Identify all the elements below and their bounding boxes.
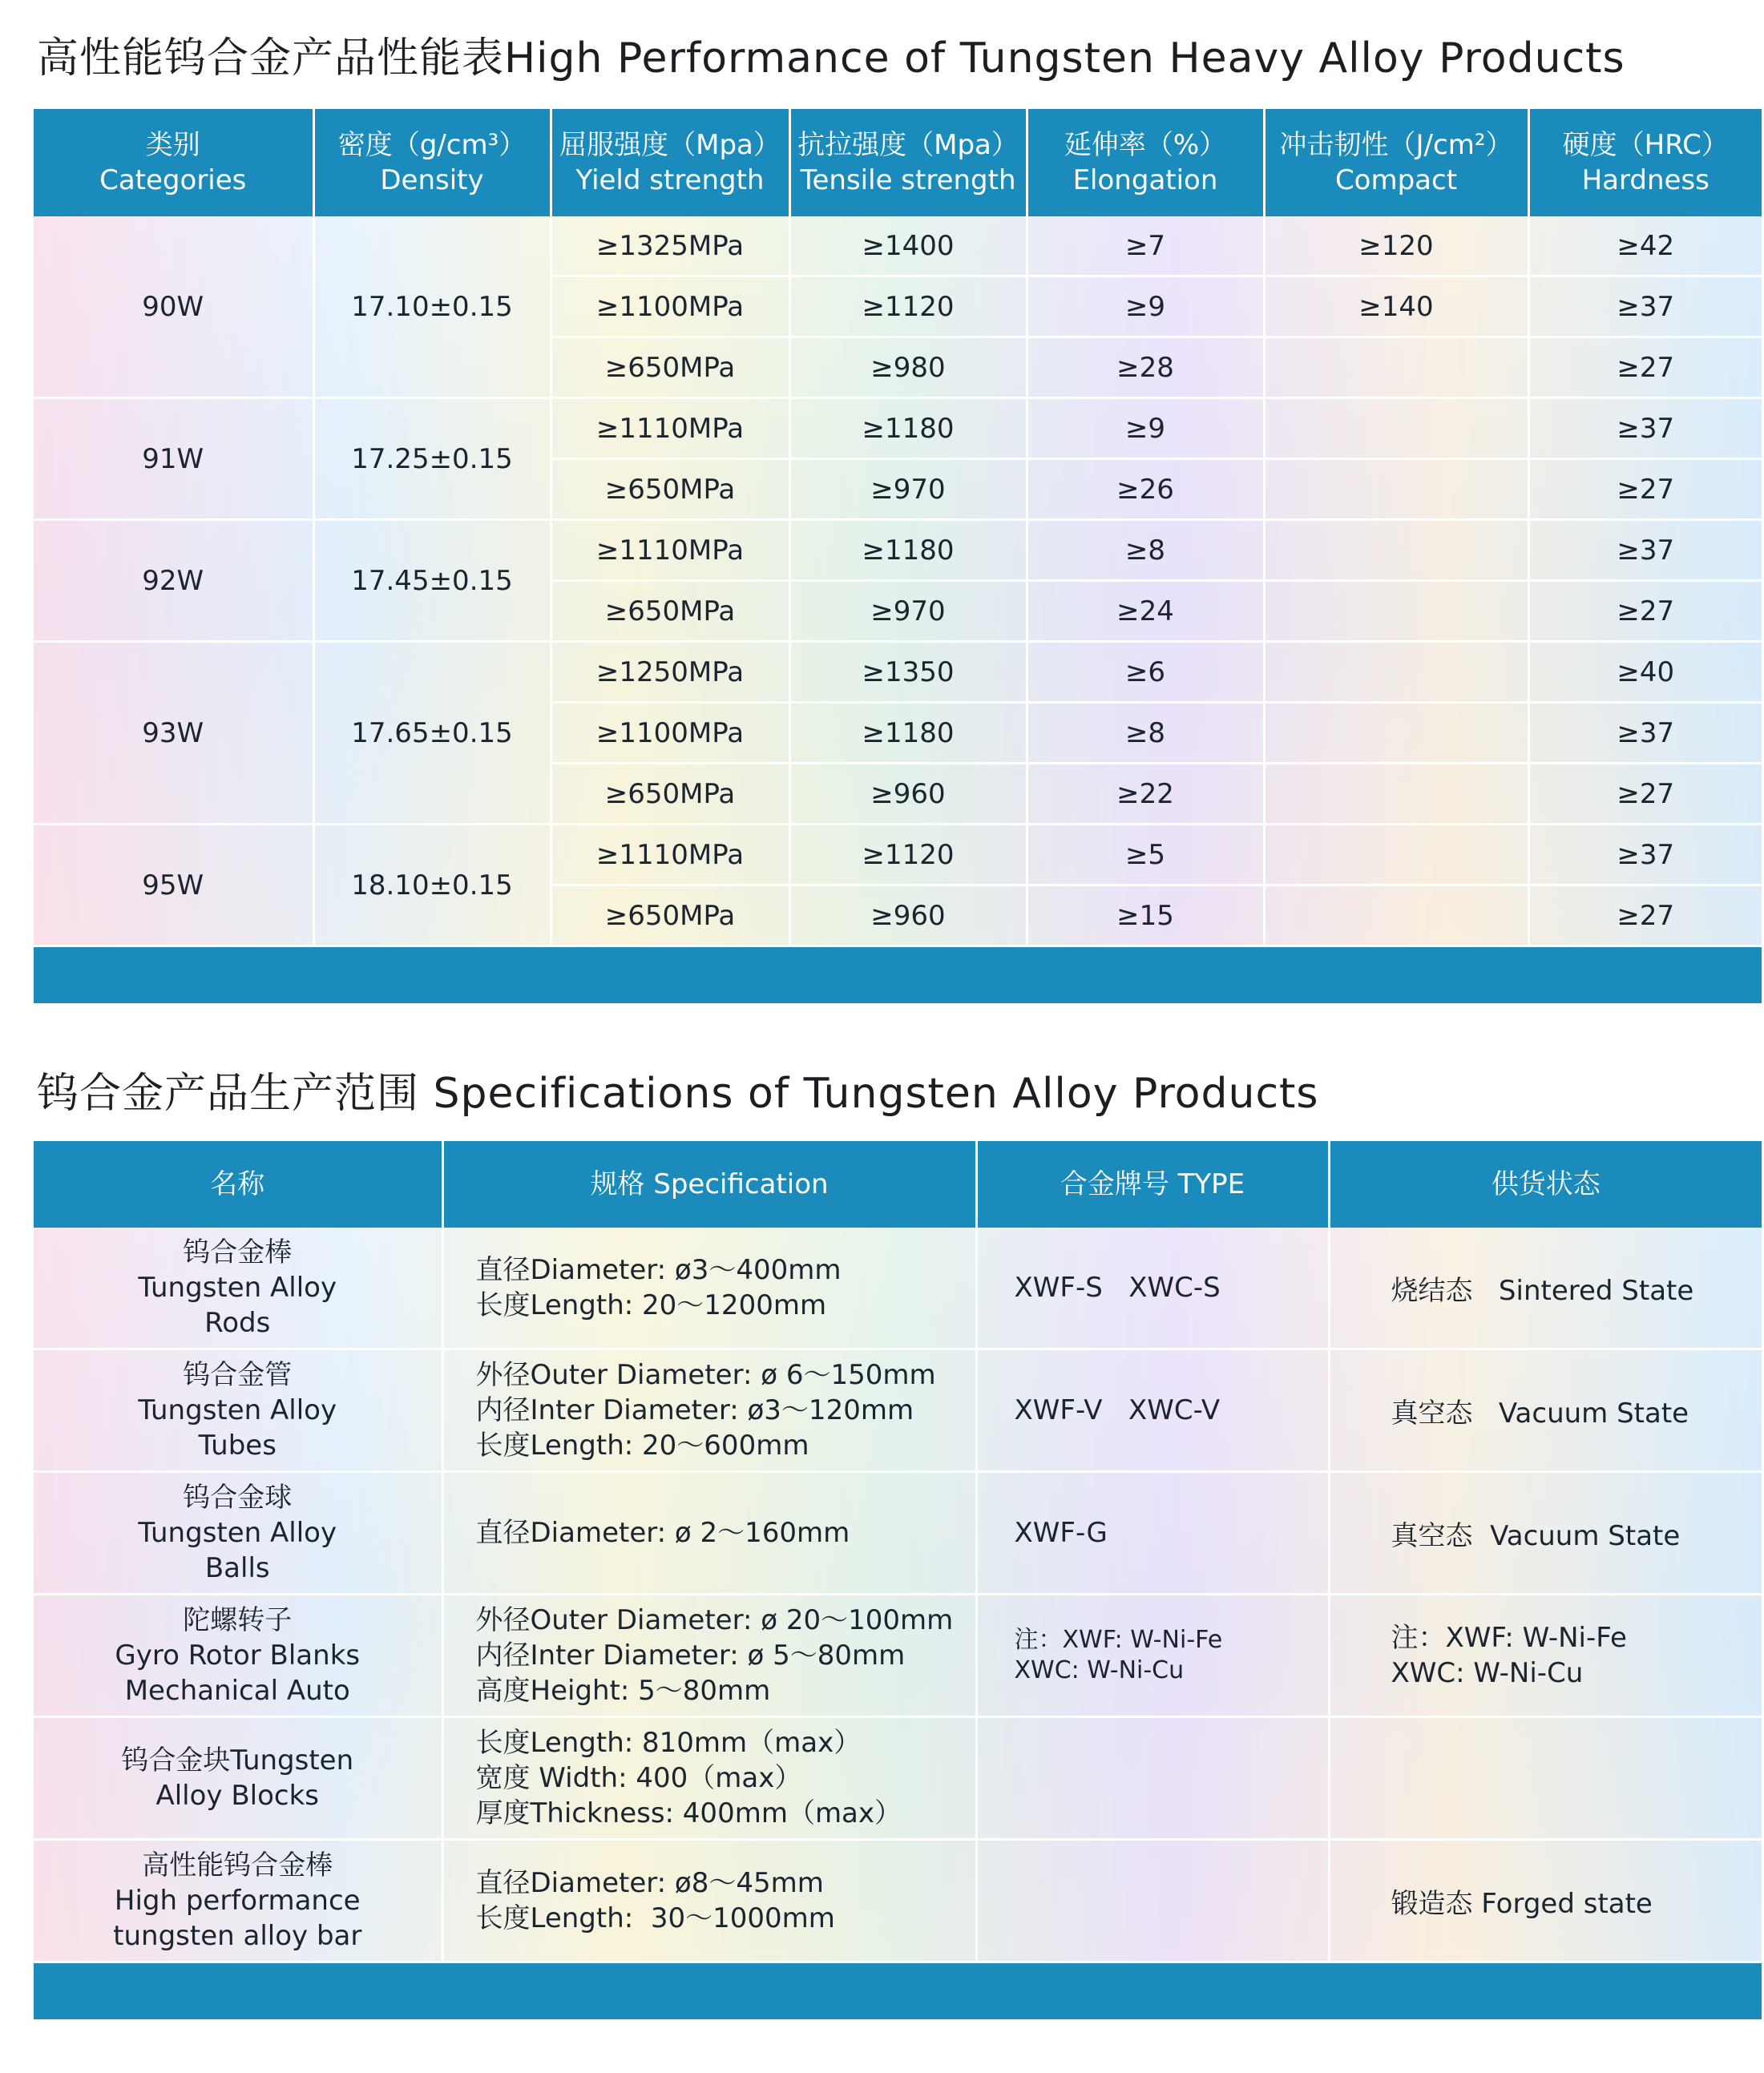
yield-cell: ≥650MPa (551, 337, 789, 398)
category-cell: 92W (34, 520, 313, 642)
type-note-cell: 注：XWF: W-Ni-Fe XWC: W-Ni-Cu (976, 1595, 1329, 1717)
yield-cell: ≥650MPa (551, 581, 789, 642)
elongation-cell: ≥28 (1027, 337, 1264, 398)
table-row (34, 1717, 1762, 1840)
table-row (34, 520, 1762, 581)
hardness-cell: ≥37 (1528, 703, 1762, 764)
density-cell: 17.45±0.15 (313, 520, 551, 642)
tensile-cell: ≥970 (789, 581, 1027, 642)
elongation-cell: ≥22 (1027, 764, 1264, 825)
product-name-cell: 钨合金球 Tungsten Alloy Balls (34, 1472, 442, 1595)
elongation-cell: ≥9 (1027, 276, 1264, 337)
header-tensile-strength: 抗拉强度（Mpa） Tensile strength (789, 109, 1027, 216)
elongation-cell: ≥8 (1027, 703, 1264, 764)
specification-cell: 直径Diameter: ø 2～160mm (442, 1472, 976, 1595)
category-cell: 90W (34, 216, 313, 398)
table-row (34, 398, 1762, 459)
density-cell: 17.10±0.15 (313, 216, 551, 398)
header-yield-strength: 屈服强度（Mpa） Yield strength (551, 109, 789, 216)
yield-cell: ≥1110MPa (551, 520, 789, 581)
supply-state-cell: 真空态 Vacuum State (1329, 1472, 1762, 1595)
hardness-cell: ≥27 (1528, 885, 1762, 946)
footer-bar-cell (34, 946, 1762, 1004)
table-footer-bar (34, 946, 1762, 1004)
impact-cell (1264, 703, 1528, 764)
elongation-cell: ≥24 (1027, 581, 1264, 642)
density-cell: 18.10±0.15 (313, 825, 551, 946)
impact-cell (1264, 398, 1528, 459)
tensile-cell: ≥970 (789, 459, 1027, 520)
supply-state-note-cell: 注：XWF: W-Ni-Fe XWC: W-Ni-Cu (1329, 1595, 1762, 1717)
hardness-cell: ≥40 (1528, 642, 1762, 703)
impact-cell (1264, 885, 1528, 946)
header-compact: 冲击韧性（J/cm²） Compact (1264, 109, 1528, 216)
elongation-cell: ≥8 (1027, 520, 1264, 581)
elongation-cell: ≥6 (1027, 642, 1264, 703)
header-name: 名称 (34, 1141, 442, 1228)
tensile-cell: ≥1120 (789, 276, 1027, 337)
header-specification: 规格 Specification (442, 1141, 976, 1228)
specification-cell: 直径Diameter: ø3～400mm 长度Length: 20～1200mm (442, 1228, 976, 1349)
header-density: 密度（g/cm³） Density (313, 109, 551, 216)
yield-cell: ≥650MPa (551, 885, 789, 946)
supply-state-cell: 锻造态 Forged state (1329, 1840, 1762, 1962)
type-cell: XWF-S XWC-S (976, 1228, 1329, 1349)
tensile-cell: ≥1350 (789, 642, 1027, 703)
tensile-cell: ≥960 (789, 764, 1027, 825)
hardness-cell: ≥27 (1528, 459, 1762, 520)
table-row (34, 1349, 1762, 1472)
specification-cell: 长度Length: 810mm（max） 宽度 Width: 400（max） 厚度Thickness: 400mm（max） (442, 1717, 976, 1840)
hardness-cell: ≥37 (1528, 398, 1762, 459)
table-row (34, 1840, 1762, 1962)
impact-cell: ≥140 (1264, 276, 1528, 337)
hardness-cell: ≥37 (1528, 276, 1762, 337)
type-cell (976, 1840, 1329, 1962)
product-name-cell: 钨合金棒 Tungsten Alloy Rods (34, 1228, 442, 1349)
yield-cell: ≥1100MPa (551, 703, 789, 764)
impact-cell (1264, 459, 1528, 520)
yield-cell: ≥1110MPa (551, 825, 789, 885)
impact-cell: ≥120 (1264, 216, 1528, 276)
specifications-table-title: 钨合金产品生产范围 Specifications of Tungsten Alloy Products (37, 1070, 1319, 1118)
yield-cell: ≥650MPa (551, 459, 789, 520)
hardness-cell: ≥37 (1528, 825, 1762, 885)
table-row (34, 1595, 1762, 1717)
header-type: 合金牌号 TYPE (976, 1141, 1329, 1228)
hardness-cell: ≥42 (1528, 216, 1762, 276)
table-row (34, 825, 1762, 885)
specification-cell: 外径Outer Diameter: ø 6～150mm 内径Inter Diameter: ø3～120mm 长度Length: 20～600mm (442, 1349, 976, 1472)
elongation-cell: ≥15 (1027, 885, 1264, 946)
supply-state-cell (1329, 1717, 1762, 1840)
type-cell (976, 1717, 1329, 1840)
impact-cell (1264, 642, 1528, 703)
tensile-cell: ≥1120 (789, 825, 1027, 885)
header-elongation: 延伸率（%） Elongation (1027, 109, 1264, 216)
table-row (34, 216, 1762, 276)
elongation-cell: ≥5 (1027, 825, 1264, 885)
product-name-cell: 钨合金块Tungsten Alloy Blocks (34, 1717, 442, 1840)
specification-cell: 外径Outer Diameter: ø 20～100mm 内径Inter Diameter: ø 5～80mm 高度Height: 5～80mm (442, 1595, 976, 1717)
table-row (34, 642, 1762, 703)
elongation-cell: ≥7 (1027, 216, 1264, 276)
performance-header-row (34, 109, 1762, 216)
category-cell: 95W (34, 825, 313, 946)
header-hardness: 硬度（HRC） Hardness (1528, 109, 1762, 216)
product-name-cell: 陀螺转子 Gyro Rotor Blanks Mechanical Auto (34, 1595, 442, 1717)
elongation-cell: ≥9 (1027, 398, 1264, 459)
tensile-cell: ≥960 (789, 885, 1027, 946)
tensile-cell: ≥1180 (789, 703, 1027, 764)
type-cell: XWF-G (976, 1472, 1329, 1595)
specification-cell: 直径Diameter: ø8～45mm 长度Length: 30～1000mm (442, 1840, 976, 1962)
table-row (34, 1472, 1762, 1595)
elongation-cell: ≥26 (1027, 459, 1264, 520)
performance-table-title: 高性能钨合金产品性能表High Performance of Tungsten Heavy Alloy Products (37, 34, 1625, 83)
yield-cell: ≥1110MPa (551, 398, 789, 459)
yield-cell: ≥650MPa (551, 764, 789, 825)
type-cell: XWF-V XWC-V (976, 1349, 1329, 1472)
hardness-cell: ≥27 (1528, 764, 1762, 825)
header-supply-state: 供货状态 (1329, 1141, 1762, 1228)
hardness-cell: ≥27 (1528, 337, 1762, 398)
density-cell: 17.25±0.15 (313, 398, 551, 520)
tensile-cell: ≥1400 (789, 216, 1027, 276)
performance-table (34, 109, 1762, 1003)
impact-cell (1264, 764, 1528, 825)
specifications-table (34, 1141, 1762, 2019)
table-row (34, 1228, 1762, 1349)
yield-cell: ≥1100MPa (551, 276, 789, 337)
density-cell: 17.65±0.15 (313, 642, 551, 825)
spec-header-row (34, 1141, 1762, 1228)
impact-cell (1264, 520, 1528, 581)
impact-cell (1264, 337, 1528, 398)
impact-cell (1264, 825, 1528, 885)
category-cell: 91W (34, 398, 313, 520)
tensile-cell: ≥980 (789, 337, 1027, 398)
supply-state-cell: 真空态 Vacuum State (1329, 1349, 1762, 1472)
table-footer-bar (34, 1962, 1762, 2020)
supply-state-cell: 烧结态 Sintered State (1329, 1228, 1762, 1349)
product-name-cell: 钨合金管 Tungsten Alloy Tubes (34, 1349, 442, 1472)
category-cell: 93W (34, 642, 313, 825)
footer-bar-cell (34, 1962, 1762, 2020)
header-categories: 类别 Categories (34, 109, 313, 216)
yield-cell: ≥1250MPa (551, 642, 789, 703)
tensile-cell: ≥1180 (789, 520, 1027, 581)
hardness-cell: ≥37 (1528, 520, 1762, 581)
impact-cell (1264, 581, 1528, 642)
tensile-cell: ≥1180 (789, 398, 1027, 459)
yield-cell: ≥1325MPa (551, 216, 789, 276)
product-name-cell: 高性能钨合金棒 High performance tungsten alloy bar (34, 1840, 442, 1962)
hardness-cell: ≥27 (1528, 581, 1762, 642)
